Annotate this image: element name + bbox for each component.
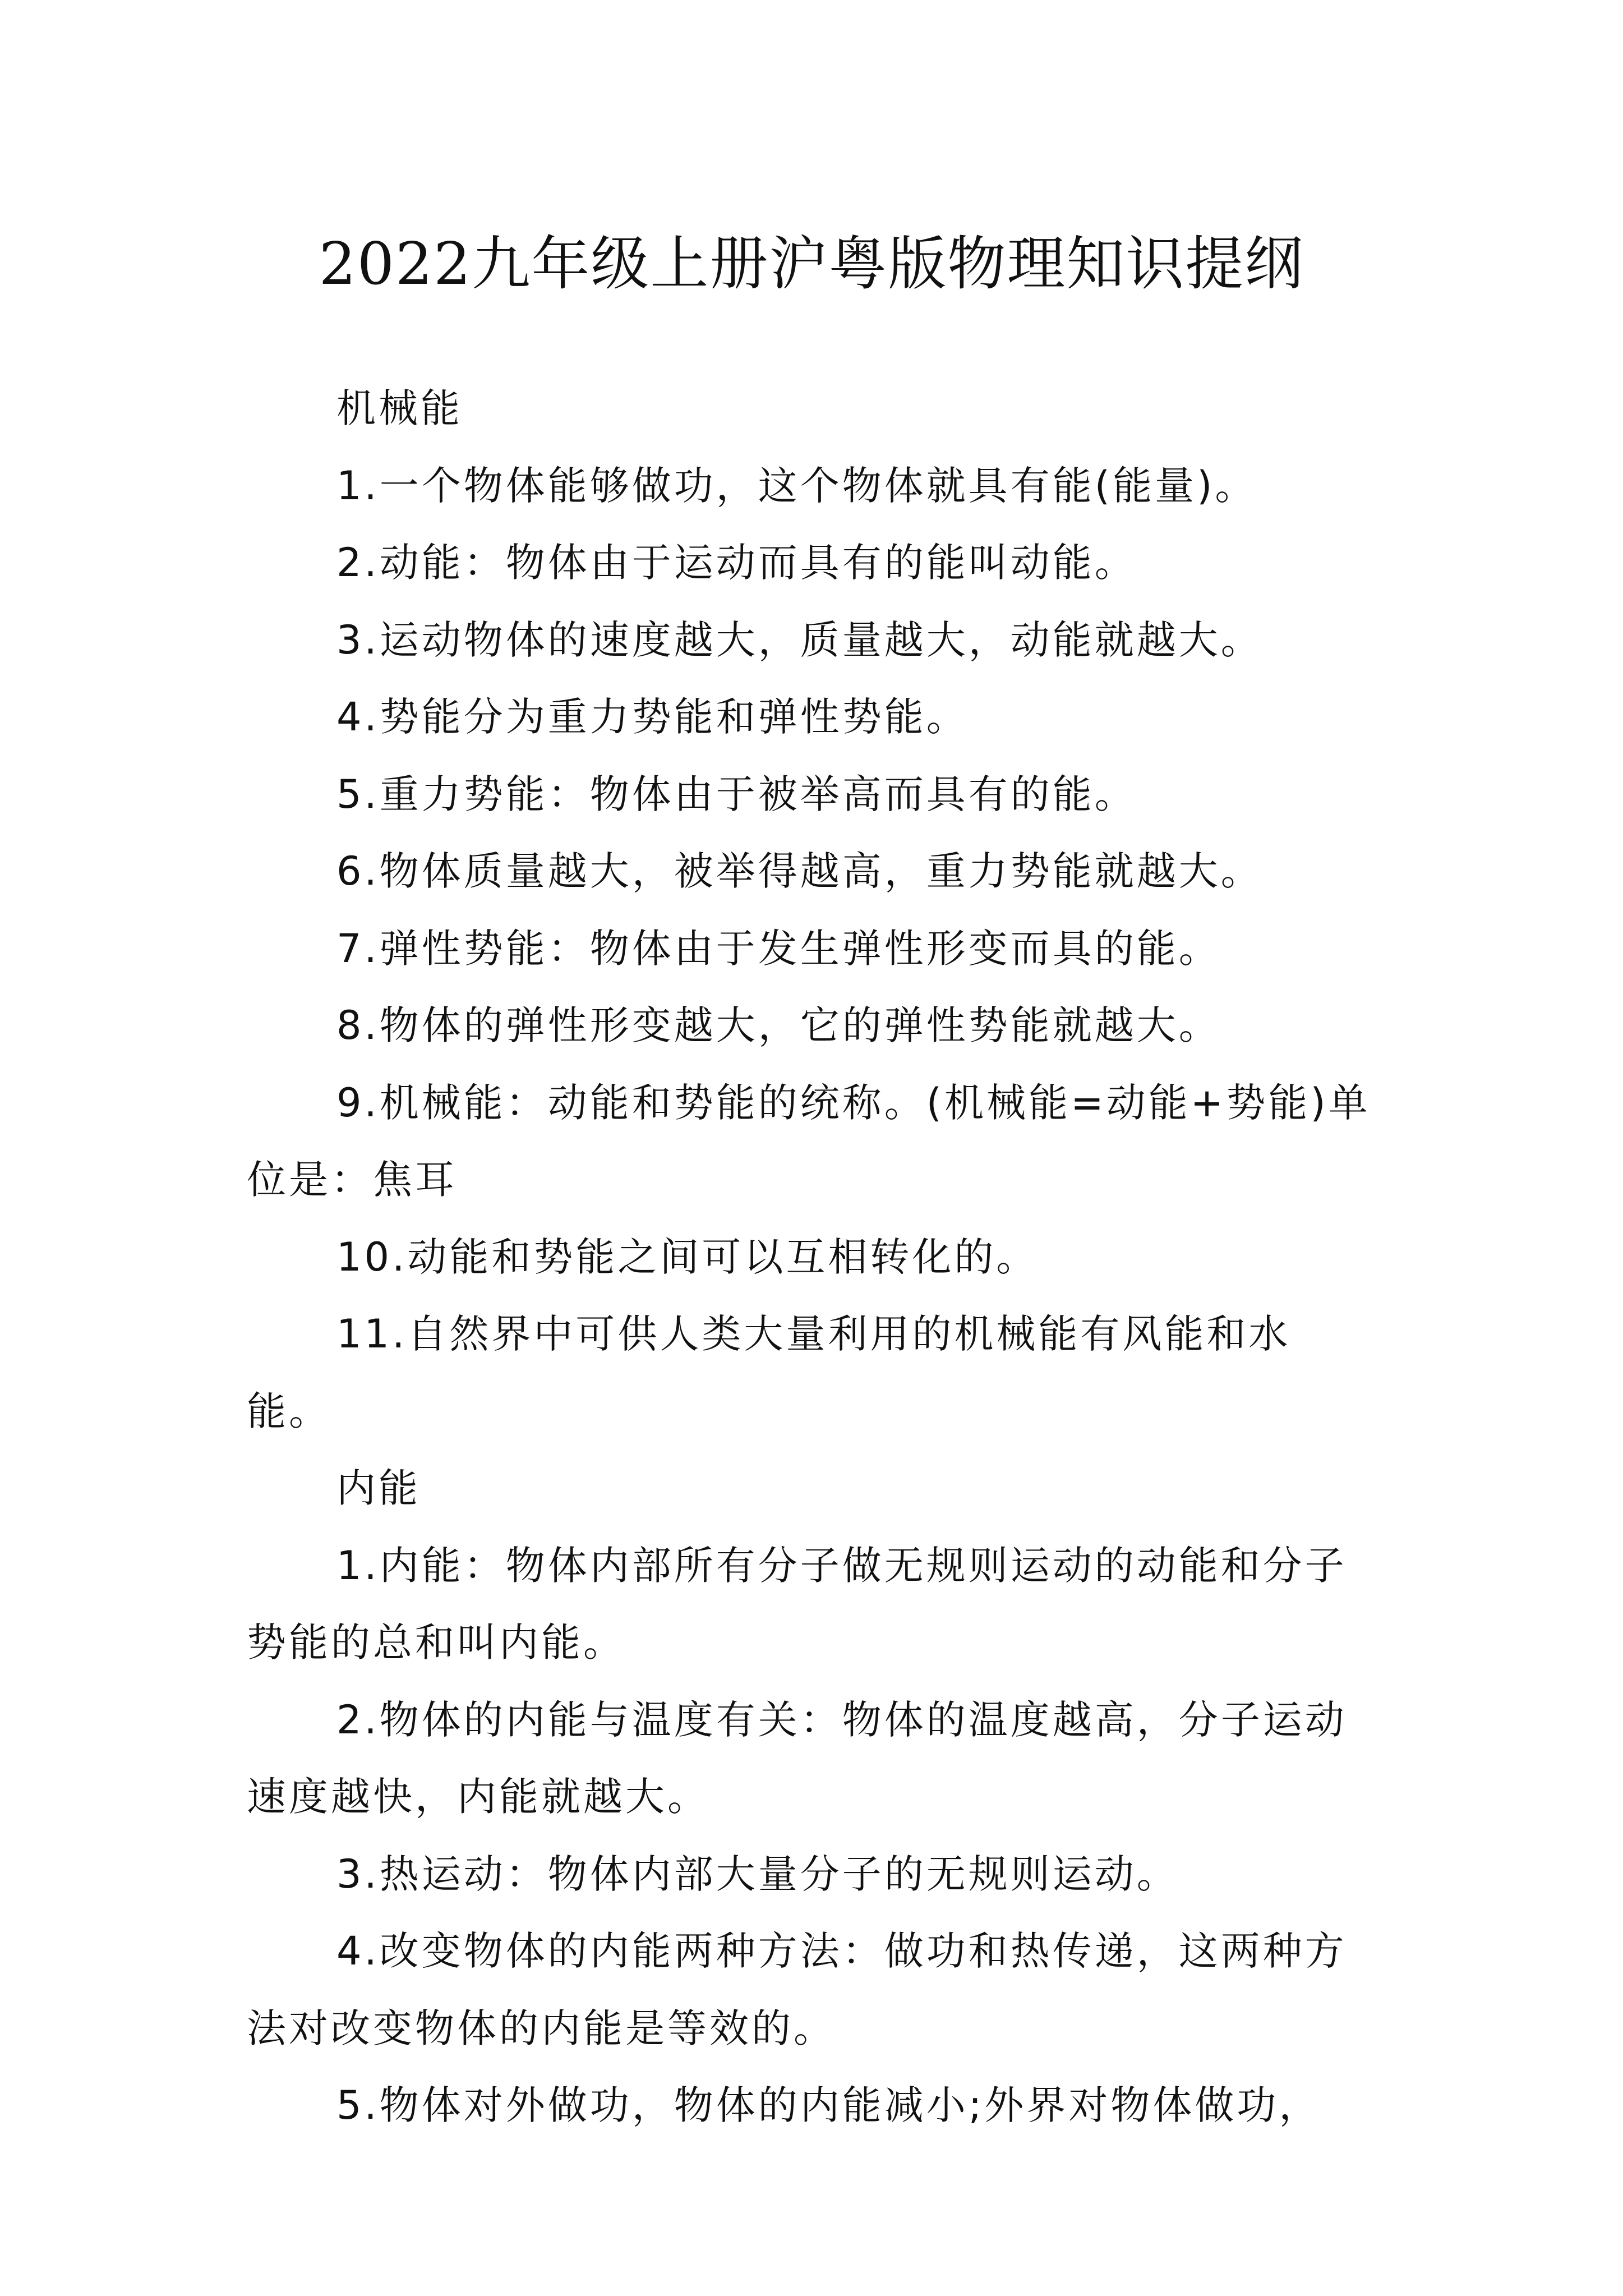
section-heading-internal-energy: 内能 [336, 1465, 421, 1511]
list-item: 4.势能分为重力势能和弹性势能。 [336, 694, 969, 740]
list-item: 3.运动物体的速度越大，质量越大，动能就越大。 [336, 616, 1263, 663]
list-item: 4.改变物体的内能两种方法：做功和热传递，这两种方法对改变物体的内能是等效的。 [247, 1928, 1347, 2051]
list-item: 5.物体对外做功，物体的内能减小;外界对物体做功， [336, 2082, 1321, 2128]
document-body [247, 370, 1374, 2145]
list-item: 7.弹性势能：物体由于发生弹性形变而具的能。 [336, 925, 1221, 972]
section-heading-mechanical-energy: 机械能 [336, 385, 463, 431]
list-item: 2.物体的内能与温度有关：物体的温度越高，分子运动速度越快，内能就越大。 [247, 1696, 1347, 1820]
list-item: 2.动能：物体由于运动而具有的能叫动能。 [336, 540, 1137, 586]
page-title: 2022九年级上册沪粤版物理知识提纲 [319, 229, 1304, 298]
list-item: 11.自然界中可供人类大量利用的机械能有风能和水能。 [247, 1311, 1291, 1434]
list-item: 6.物体质量越大，被举得越高，重力势能就越大。 [336, 848, 1263, 894]
list-item: 1.一个物体能够做功，这个物体就具有能(能量)。 [336, 462, 1257, 509]
list-item: 3.热运动：物体内部大量分子的无规则运动。 [336, 1851, 1179, 1897]
list-item: 1.内能：物体内部所有分子做无规则运动的动能和分子势能的总和叫内能。 [247, 1542, 1347, 1665]
list-item: 9.机械能：动能和势能的统称。(机械能=动能+势能)单位是：焦耳 [247, 1079, 1371, 1203]
list-item: 5.重力势能：物体由于被举高而具有的能。 [336, 771, 1137, 817]
list-item: 10.动能和势能之间可以互相转化的。 [336, 1234, 1039, 1280]
list-item: 8.物体的弹性形变越大，它的弹性势能就越大。 [336, 1002, 1221, 1048]
